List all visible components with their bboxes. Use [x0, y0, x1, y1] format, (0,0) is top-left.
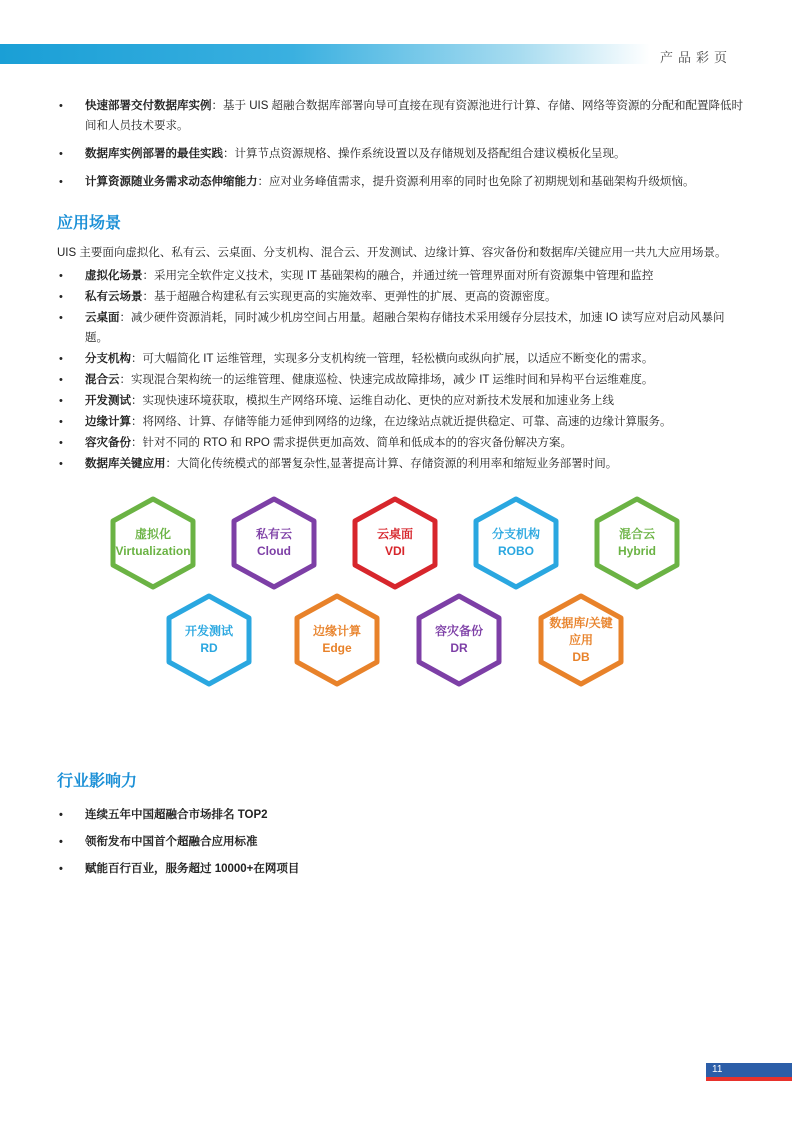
list-item: • 开发测试：实现快速环境获取，模拟生产网络环境、运维自动化、更快的应对新技术发展和加速业务上线: [57, 391, 747, 411]
hexagon-en-label: DR: [450, 641, 468, 655]
section-title-scenarios: 应用场景: [57, 215, 122, 232]
list-item: • 混合云：实现混合架构统一的运维管理、健康巡检、快速完成故障排场，减少 IT 运维时间和异构平台运维难度。: [57, 370, 747, 390]
hexagon-cn-label: 数据库/关键应用: [549, 615, 613, 647]
hexagon-en-label: Virtualization: [115, 544, 191, 558]
hexagon-en-label: VDI: [384, 544, 405, 558]
hexagon-cn-label: 开发测试: [184, 624, 233, 638]
page-number: 11: [706, 1063, 792, 1077]
list-item: • 快速部署交付数据库实例：基于 UIS 超融合数据库部署向导可直接在现有资源池进行计算、存储、网络等资源的分配和配置降低时间和人员技术要求。: [57, 96, 747, 136]
list-item: • 容灾备份：针对不同的 RTO 和 RPO 需求提供更加高效、简单和低成本的的容灾备份解决方案。: [57, 433, 747, 453]
hexagon-en-label: RD: [200, 641, 218, 655]
hexagon-cn-label: 边缘计算: [312, 624, 361, 638]
hexagon-hybrid: [589, 494, 685, 592]
hexagon-rd: [161, 591, 257, 689]
hexagon-en-label: DB: [572, 649, 590, 664]
hexagon-en-label: Cloud: [257, 544, 291, 558]
hexagon-en-label: Hybrid: [617, 544, 656, 558]
hexagon-en-label: ROBO: [498, 544, 534, 558]
list-item: • 领衔发布中国首个超融合应用标准: [57, 832, 747, 852]
hexagon-cloud: [226, 494, 322, 592]
hexagon-edge: [289, 591, 385, 689]
hexagon-cn-label: 分支机构: [491, 527, 540, 541]
list-item: • 云桌面：减少硬件资源消耗，同时减少机房空间占用量。超融合架构存储技术采用缓存分层技术，加速 IO 读写应对启动风暴问题。: [57, 308, 747, 348]
list-item: • 计算资源随业务需求动态伸缩能力：应对业务峰值需求，提升资源利用率的同时也免除了初期规划和基础架构升级烦恼。: [57, 172, 747, 192]
scenarios-intro: UIS 主要面向虚拟化、私有云、云桌面、分支机构、混合云、开发测试、边缘计算、容灾备份和数据库/关键应用一共九大应用场景。: [57, 247, 727, 259]
list-item: • 私有云场景：基于超融合构建私有云实现更高的实施效率、更弹性的扩展、更高的资源密度。: [57, 287, 747, 307]
list-item: • 分支机构：可大幅简化 IT 运维管理，实现多分支机构统一管理，轻松横向或纵向扩展，以适应不断变化的需求。: [57, 349, 747, 369]
hexagon-virtualization: [105, 494, 201, 592]
list-item: • 数据库实例部署的最佳实践：计算节点资源规格、操作系统设置以及存储规划及搭配组合建议模板化呈现。: [57, 144, 747, 164]
footer-accent-bar: [706, 1077, 792, 1081]
hexagon-vdi: [347, 494, 443, 592]
influence-list: [57, 805, 747, 879]
list-item: • 边缘计算：将网络、计算、存储等能力延伸到网络的边缘，在边缘站点就近提供稳定、可靠、高速的边缘计算服务。: [57, 412, 747, 432]
scenario-hexagon-diagram: [57, 494, 747, 689]
page-content: [57, 96, 747, 886]
list-item: • 连续五年中国超融合市场排名 TOP2: [57, 805, 747, 825]
list-item: • 赋能百行百业，服务超过 10000+在网项目: [57, 859, 747, 879]
hexagon-cn-label: 容灾备份: [434, 624, 483, 638]
hexagon-robo: [468, 494, 564, 592]
hexagon-dr: [411, 591, 507, 689]
section-title-influence: 行业影响力: [57, 773, 138, 790]
hexagon-db: [533, 591, 629, 689]
hexagon-cn-label: 云桌面: [376, 527, 413, 541]
header-label: 产品彩页: [659, 50, 732, 65]
feature-list: [57, 96, 747, 192]
header-gradient-bar: [0, 44, 650, 64]
list-item: • 数据库关键应用：大简化传统模式的部署复杂性,显著提高计算、存储资源的利用率和缩短业务部署时间。: [57, 454, 747, 474]
hexagon-cn-label: 虚拟化: [134, 527, 171, 541]
hexagon-en-label: Edge: [322, 641, 352, 655]
hexagon-cn-label: 混合云: [618, 527, 655, 541]
hexagon-cn-label: 私有云: [255, 527, 292, 541]
scenario-list: [57, 266, 747, 474]
list-item: • 虚拟化场景：采用完全软件定义技术，实现 IT 基础架构的融合，并通过统一管理界面对所有资源集中管理和监控: [57, 266, 747, 286]
